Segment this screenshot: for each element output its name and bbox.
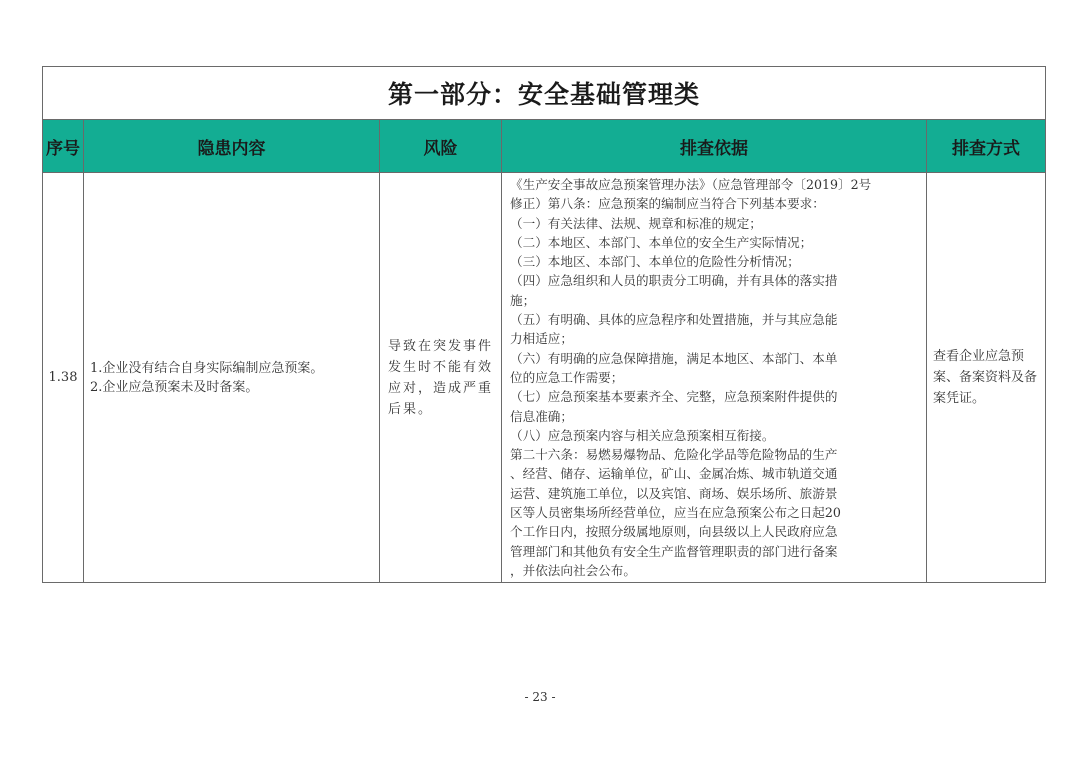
basis-line: 区等人员密集场所经营单位，应当在应急预案公布之日起20 <box>510 505 841 521</box>
section-title: 第一部分：安全基础管理类 <box>43 67 1046 120</box>
header-basis: 排查依据 <box>502 120 927 173</box>
basis-line: 《生产安全事故应急预案管理办法》（应急管理部令〔2019〕2号 <box>510 177 872 192</box>
basis-line: （六）有明确的应急保障措施，满足本地区、本部门、本单 <box>510 350 838 366</box>
basis-line: 力相适应； <box>510 331 573 347</box>
hazard-content-line: 2.企业应急预案未及时备案。 <box>90 379 259 395</box>
basis-line: 位的应急工作需要； <box>510 369 624 385</box>
basis-line: ，并依法向社会公布。 <box>510 562 636 578</box>
basis-line: 第二十六条：易燃易爆物品、危险化学品等危险物品的生产 <box>510 447 838 463</box>
header-risk: 风险 <box>380 120 502 173</box>
header-content: 隐患内容 <box>84 120 380 173</box>
risk-cell: 导致在突发事件发生时不能有效应对，造成严重后果。 <box>380 173 502 583</box>
basis-line: （四）应急组织和人员的职责分工明确，并有具体的落实措 <box>510 273 838 289</box>
row-number: 1.38 <box>43 173 84 583</box>
page-number: - 23 - <box>524 690 556 704</box>
basis-line: （一）有关法律、法规、规章和标准的规定； <box>510 215 762 231</box>
basis-line: 运营、建筑施工单位，以及宾馆、商场、娱乐场所、旅游景 <box>510 485 838 501</box>
basis-cell <box>502 173 927 583</box>
basis-line: 个工作日内，按照分级属地原则，向县级以上人民政府应急 <box>510 524 838 540</box>
hazard-content-line: 1.企业没有结合自身实际编制应急预案。 <box>90 360 324 376</box>
header-num: 序号 <box>43 120 84 173</box>
hazard-content-cell <box>84 173 380 583</box>
hazard-table <box>42 66 1046 583</box>
table-row <box>43 173 1046 583</box>
header-method: 排查方式 <box>927 120 1046 173</box>
basis-line: （八）应急预案内容与相关应急预案相互衔接。 <box>510 427 775 443</box>
basis-line: （五）有明确、具体的应急程序和处置措施，并与其应急能 <box>510 312 838 328</box>
basis-line: 修正）第八条：应急预案的编制应当符合下列基本要求： <box>510 196 825 212</box>
check-method-cell: 查看企业应急预案、备案资料及备案凭证。 <box>927 173 1046 583</box>
basis-line: （七）应急预案基本要素齐全、完整，应急预案附件提供的 <box>510 389 838 405</box>
basis-line: 施； <box>510 292 536 308</box>
basis-line: 、经营、储存、运输单位，矿山、金属冶炼、城市轨道交通 <box>510 466 838 482</box>
basis-line: 管理部门和其他负有安全生产监督管理职责的部门进行备案 <box>510 543 838 559</box>
basis-line: （二）本地区、本部门、本单位的安全生产实际情况； <box>510 234 813 250</box>
basis-line: （三）本地区、本部门、本单位的危险性分析情况； <box>510 254 800 270</box>
header-row <box>43 120 1046 173</box>
basis-line: 信息准确； <box>510 408 573 424</box>
title-row <box>43 67 1046 120</box>
